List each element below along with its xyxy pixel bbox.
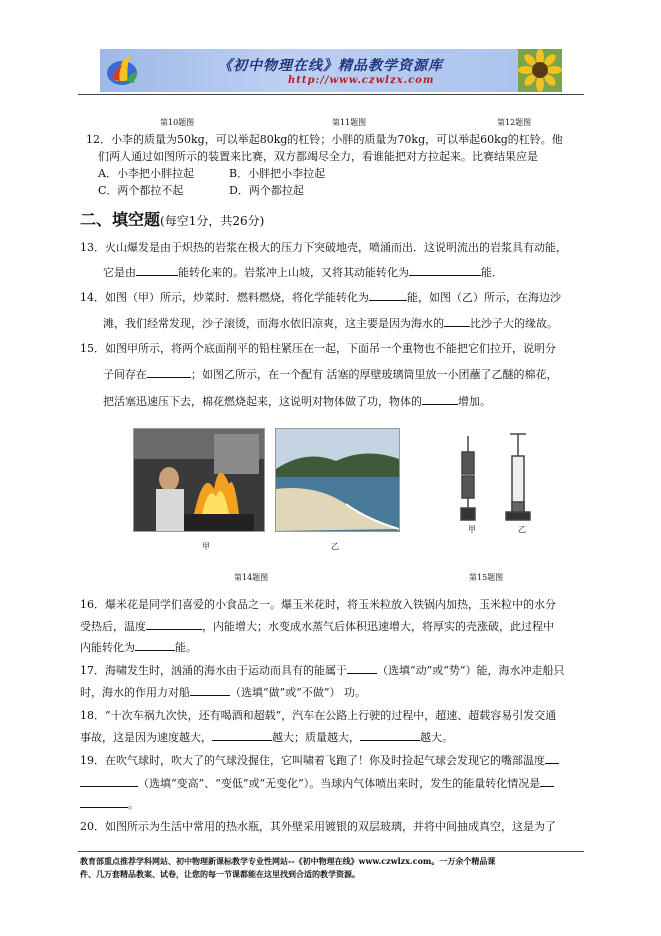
q14-blank-1[interactable]	[369, 290, 407, 301]
q12-line2: 们两人通过如图所示的装置来比赛，双方都竭尽全力，看谁能把对方拉起来。比赛结果应是	[98, 150, 538, 163]
q15-blank-2[interactable]	[422, 394, 458, 405]
q16-blank-1[interactable]	[146, 619, 202, 630]
q19-blank-1[interactable]	[80, 776, 138, 787]
q19-blank-1a[interactable]	[545, 753, 559, 764]
q19-line1: 19．在吹气球时，吹大了的气球没握住，它叫啸着飞跑了！你及时捡起气球会发现它的嘴部温度	[80, 753, 559, 768]
q13-line2: 它是由 能转化来的。岩浆冲上山坡，又将其动能转化为 能．	[103, 266, 503, 279]
footer-line2: 件、几万套精品教案、试卷，让您的每一节课都能在这里找到合适的教学资源。	[80, 869, 360, 879]
section-title: 二、填空题	[80, 210, 161, 229]
q17-blank-1[interactable]	[347, 663, 377, 674]
q17-line2: 时，海水的作用力对船 （选填“做”或“不做”） 功。	[80, 686, 366, 699]
q16-line3: 内能转化为 能。	[80, 641, 197, 654]
q12-line1: 12．小李的质量为50kg，可以举起80kg的杠铃；小胖的质量为70kg，可以举起60kg的杠铃。他	[86, 133, 563, 146]
q19-line2: （选填“变高”、“变低”或“无变化”）。当球内气体喷出来时，发生的能量转化情况是	[80, 776, 554, 791]
site-logo-icon	[104, 51, 144, 90]
footer-text	[80, 855, 590, 881]
header-banner	[100, 49, 562, 92]
q16-blank-2[interactable]	[135, 640, 175, 651]
fig15-label-yi: 乙	[518, 525, 526, 534]
q18-line1: 18．“十次车祸九次快，还有喝酒和超载”，汽车在公路上行驶的过程中，超速、超载容易引发交通	[80, 709, 557, 722]
caption-fig10: 第10题图	[160, 118, 195, 127]
q13-blank-1[interactable]	[136, 265, 178, 276]
q12-option-b: B．小胖把小李拉起	[229, 167, 326, 180]
q18-blank-1[interactable]	[212, 730, 272, 741]
q16-line1: 16．爆米花是同学们喜爱的小食品之一。爆玉米花时，将玉米粒放入铁锅内加热，玉米粒中的水分	[80, 598, 556, 611]
q14-line1: 14．如图（甲）所示，炒菜时．燃料燃烧，将化学能转化为 能，如图（乙）所示，在海边沙	[80, 291, 561, 304]
q16-line2: 受热后，温度 ，内能增大；水变成水蒸气后体积迅速增大，将厚实的壳涨破，此过程中	[80, 620, 554, 633]
q20-line1: 20．如图所示为生活中常用的热水瓶，其外壁采用镀银的双层玻璃，并将中间抽成真空，这是为了	[80, 820, 556, 833]
beach-scene-icon	[276, 429, 399, 531]
section-heading	[80, 207, 264, 230]
sunflower-icon	[518, 49, 562, 92]
q19-line3: 。	[80, 797, 139, 812]
q12-option-a: A．小李把小胖拉起	[98, 167, 194, 180]
footer-divider	[78, 851, 584, 852]
q18-blank-2[interactable]	[360, 730, 420, 741]
header-divider	[78, 94, 584, 95]
q13-line1: 13．火山爆发是由于炽热的岩浆在极大的压力下突破地壳，喷涌而出．这说明流出的岩浆具有动能，	[80, 241, 567, 254]
q15-blank-1[interactable]	[147, 367, 191, 378]
caption-fig11: 第11题图	[332, 118, 367, 127]
photo-beach	[275, 428, 400, 532]
q15-line3: 把活塞迅速压下去，棉花燃烧起来，这说明对物体做了功，物体的 增加。	[103, 395, 491, 408]
caption-fig12: 第12题图	[497, 118, 532, 127]
q14-blank-2[interactable]	[444, 316, 470, 327]
q17-line1: 17．海啸发生时，汹涌的海水由于运动而具有的能属于 （选填“动”或“势”）能，海水冲走船只	[80, 664, 565, 677]
q15-line1: 15．如图甲所示，将两个底面削平的铅柱紧压在一起，下面吊一个重物也不能把它们拉开，说明分	[80, 342, 556, 355]
fig14-label-yi: 乙	[331, 542, 339, 551]
section-note: (每空1分，共26分)	[160, 214, 265, 228]
fig15-label-jia: 甲	[468, 525, 476, 534]
lead-cylinder-apparatus-icon	[448, 432, 548, 534]
banner-url: http://www.czwlzx.com	[288, 75, 435, 86]
q13-blank-2[interactable]	[409, 265, 481, 276]
q12-option-c: C．两个都拉不起	[98, 184, 184, 197]
q14-line2: 滩，我们经常发现，沙子滚烫，而海水依旧凉爽，这主要是因为海水的 比沙子大的缘故。	[103, 317, 558, 330]
banner-title: 《初中物理在线》精品教学资源库	[218, 58, 443, 74]
fig14-label-jia: 甲	[202, 542, 210, 551]
q15-line2: 子间存在 ；如图乙所示，在一个配有 活塞的厚壁玻璃筒里放一小团蘸了乙醚的棉花，	[103, 368, 558, 381]
caption-fig14: 第14题图	[234, 573, 269, 582]
q18-line2: 事故，这是因为速度越大， 越大；质量越大， 越大。	[80, 731, 453, 744]
q12-option-d: D．两个都拉起	[229, 184, 304, 197]
footer-line1: 教育部重点推荐学科网站、初中物理新课标教学专业性网站--《初中物理在线》www.czwlzx.com。一万余个精品课	[80, 856, 496, 866]
q19-blank-2a[interactable]	[540, 776, 554, 787]
caption-fig15: 第15题图	[469, 573, 504, 582]
q17-blank-2[interactable]	[190, 685, 230, 696]
cooking-fire-icon	[134, 429, 264, 531]
q19-blank-2[interactable]	[80, 797, 128, 808]
photo-cooking	[133, 428, 265, 532]
